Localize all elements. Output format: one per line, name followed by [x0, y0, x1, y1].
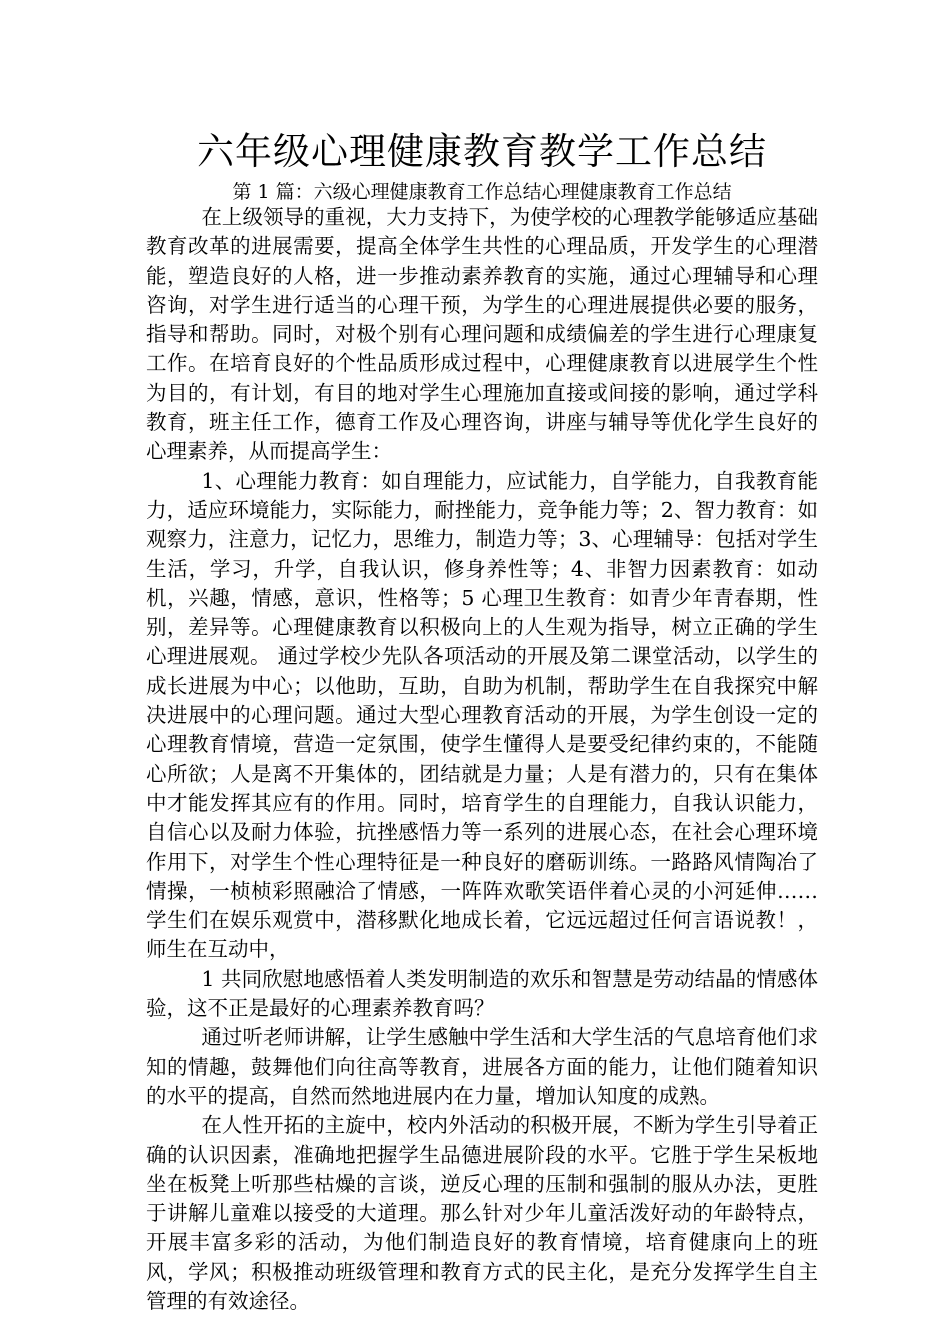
- paragraph-4: 通过听老师讲解，让学生感触中学生活和大学生活的气息培育他们求知的情趣，鼓舞他们向往高等教育，进展各方面的能力，让他们随着知识的水平的提高，自然而然地进展内在力量，增加认知度的成熟。: [146, 1025, 818, 1108]
- paragraph-3: 1 共同欣慰地感悟着人类发明制造的欢乐和智慧是劳动结晶的情感体验，这不正是最好的心理素养教育吗？: [146, 966, 818, 1021]
- document-subtitle: 第 1 篇：六级心理健康教育工作总结心理健康教育工作总结: [232, 181, 732, 203]
- document-title: 六年级心理健康教育教学工作总结: [197, 130, 767, 173]
- paragraph-1: 在上级领导的重视，大力支持下，为使学校的心理教学能够适应基础教育改革的进展需要，提高全体学生共性的心理品质，开发学生的心理潜能，塑造良好的人格，进一步推动素养教育的实施，通过心理辅导和心理咨询，对学生进行适当的心理干预，为学生的心理进展提供必要的服务，指导和帮助。同时，对极个别有心理问题和成绩偏差的学生进行心理康复工作。在培育良好的个性品质形成过程中，心理健康教育以进展学生个性为目的，有计划，有目的地对学生心理施加直接或间接的影响，通过学科教育，班主任工作，德育工作及心理咨询，讲座与辅导等优化学生良好的心理素养，从而提高学生：: [146, 205, 818, 464]
- paragraph-5: 在人性开拓的主旋中，校内外活动的积极开展，不断为学生引导着正确的认识因素，准确地把握学生品德进展阶段的水平。它胜于学生呆板地坐在板凳上听那些枯燥的言谈，逆反心理的压制和强制的服从办法，更胜于讲解儿童难以接受的大道理。那么针对少年儿童活泼好动的年龄特点，开展丰富多彩的活动，为他们制造良好的教育情境，培育健康向上的班风，学风；积极推动班级管理和教育方式的民主化，是充分发挥学生自主管理的有效途径。: [146, 1113, 818, 1313]
- paragraph-2: 1、心理能力教育：如自理能力，应试能力，自学能力，自我教育能力，适应环境能力，实际能力，耐挫能力，竞争能力等；2、智力教育：如观察力，注意力，记忆力，思维力，制造力等；3、心理辅导：包括对学生生活，学习，升学，自我认识，修身养性等；4、非智力因素教育：如动机，兴趣，情感，意识，性格等；5 心理卫生教育：如青少年青春期，性别，差异等。心理健康教育以积极向上的人生观为指导，树立正确的学生心理进展观。 通过学校少先队各项活动的开展及第二课堂活动，以学生的成长进展为中心；以他助，互助，自助为机制，帮助学生在自我探究中解决进展中的心理问题。通过大型心理教育活动的开展，为学生创设一定的心理教育情境，营造一定氛围，使学生懂得人是要受纪律约束的，不能随心所欲；人是离不开集体的，团结就是力量；人是有潜力的，只有在集体中才能发挥其应有的作用。同时，培育学生的自理能力，自我认识能力，自信心以及耐力体验，抗挫感悟力等一系列的进展心态，在社会心理环境作用下，对学生个性心理特征是一种良好的磨砺训练。一路路风情陶冶了情操，一桢桢彩照融洽了情感，一阵阵欢歌笑语伴着心灵的小河延伸……学生们在娱乐观赏中，潜移默化地成长着，它远远超过任何言语说教！，师生在互动中，: [146, 468, 818, 962]
- document-page: [146, 128, 818, 1316]
